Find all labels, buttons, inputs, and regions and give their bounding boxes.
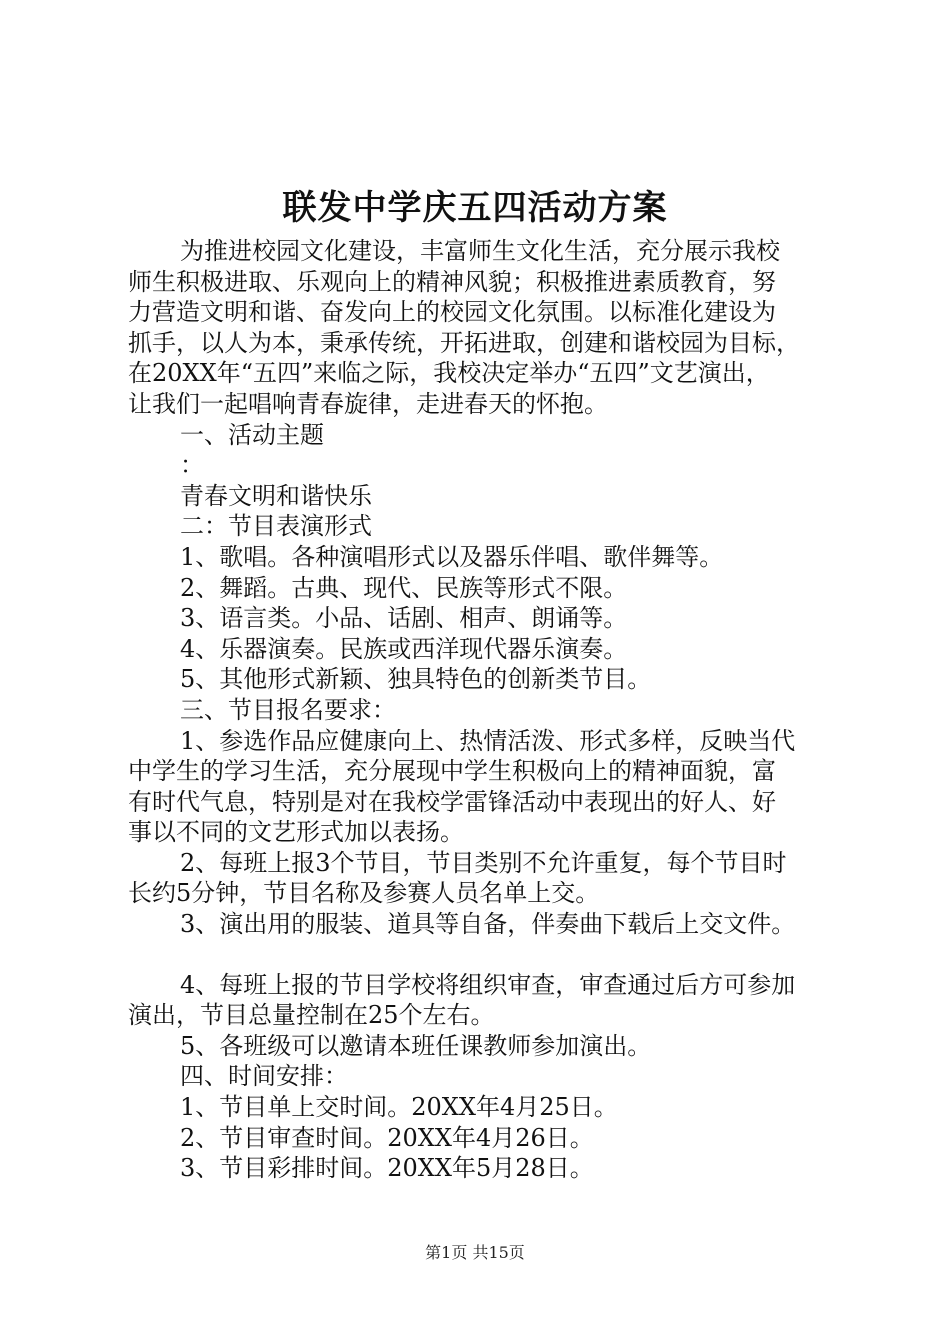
list-item: 1、节目单上交时间。20XX年4月25日。 — [180, 1093, 618, 1122]
theme-text: 青春文明和谐快乐 — [180, 481, 372, 510]
paragraph-line: 事以不同的文艺形式加以表扬。 — [128, 818, 464, 847]
paragraph-line: 长约5分钟，节目名称及参赛人员名单上交。 — [128, 879, 600, 908]
list-item: 1、歌唱。各种演唱形式以及器乐伴唱、歌伴舞等。 — [180, 542, 724, 571]
list-item: 3、演出用的服装、道具等自备，伴奏曲下载后上交文件。 — [180, 910, 796, 939]
paragraph-line: 力营造文明和谐、奋发向上的校园文化氛围。以标准化建设为 — [128, 298, 776, 327]
document-title: 联发中学庆五四活动方案 — [282, 188, 668, 228]
list-item: 5、各班级可以邀请本班任课教师参加演出。 — [180, 1031, 652, 1060]
paragraph-line: 在20XX年“五四”来临之际，我校决定举办“五四”文艺演出， — [128, 359, 770, 388]
list-item: 4、每班上报的节目学校将组织审查，审查通过后方可参加 — [180, 970, 796, 999]
paragraph-line: 演出，节目总量控制在25个左右。 — [128, 1001, 495, 1030]
section-heading-requirements: 三、节目报名要求： — [180, 695, 396, 724]
blank-line — [128, 940, 828, 970]
list-item: 3、节目彩排时间。20XX年5月28日。 — [180, 1154, 594, 1183]
page-footer: 第1页 共15页 — [425, 1243, 525, 1262]
list-item: 2、节目审查时间。20XX年4月26日。 — [180, 1123, 594, 1152]
paragraph-line: 为推进校园文化建设，丰富师生文化生活，充分展示我校 — [180, 237, 780, 265]
paragraph-line: 师生积极进取、乐观向上的精神风貌；积极推进素质教育，努 — [128, 267, 776, 296]
section-heading-theme: 一、活动主题 — [180, 420, 324, 449]
paragraph-line: 让我们一起唱响青春旋律，走进春天的怀抱。 — [128, 389, 608, 418]
paragraph-line: 抓手，以人为本，秉承传统，开拓进取，创建和谐校园为目标， — [128, 328, 800, 357]
section-heading-schedule: 四、时间安排： — [180, 1062, 348, 1091]
paragraph-line: 有时代气息，特别是对在我校学雷锋活动中表现出的好人、好 — [128, 787, 776, 816]
paragraph-line: ： — [180, 451, 204, 480]
list-item: 4、乐器演奏。民族或西洋现代器乐演奏。 — [180, 634, 628, 663]
document-body — [128, 236, 828, 1184]
list-item: 1、参选作品应健康向上、热情活泼、形式多样，反映当代 — [180, 726, 796, 755]
list-item: 2、舞蹈。古典、现代、民族等形式不限。 — [180, 573, 628, 602]
list-item: 3、语言类。小品、话剧、相声、朗诵等。 — [180, 604, 628, 633]
section-heading-forms: 二：节目表演形式 — [180, 512, 372, 541]
paragraph-line: 中学生的学习生活，充分展现中学生积极向上的精神面貌，富 — [128, 757, 776, 786]
list-item: 5、其他形式新颖、独具特色的创新类节目。 — [180, 665, 652, 694]
list-item: 2、每班上报3个节目，节目类别不允许重复，每个节目时 — [180, 848, 787, 877]
